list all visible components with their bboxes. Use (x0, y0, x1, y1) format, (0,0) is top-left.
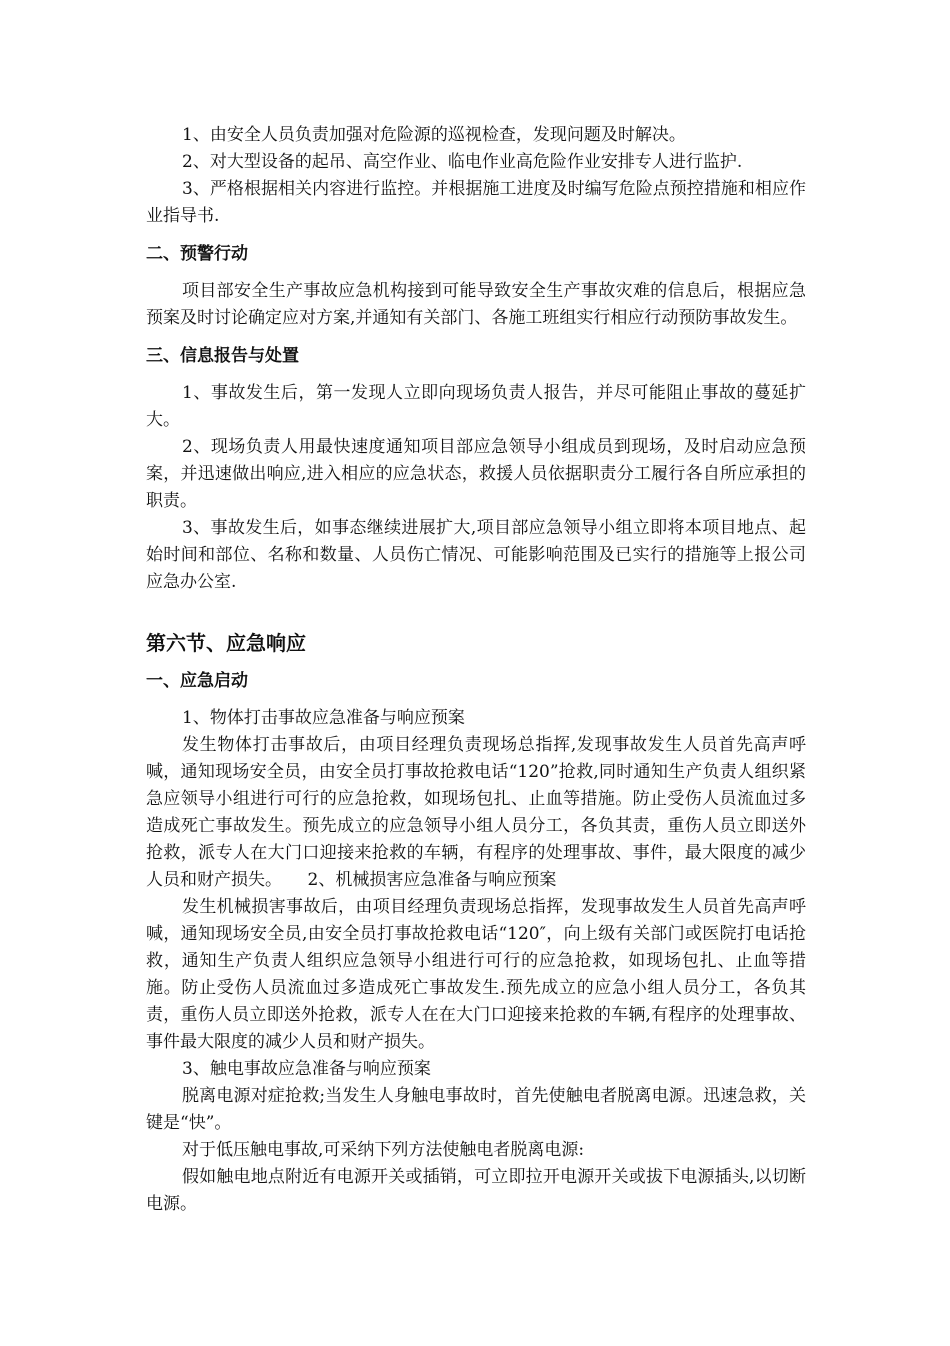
document-body (146, 122, 806, 1218)
paragraph: 发生物体打击事故后，由项目经理负责现场总指挥,发现事故发生人员首先高声呼喊，通知现场安全员，由安全员打事故抢救电话“120”抢救,同时通知生产负责人组织紧急应领导小组进行可行的应急抢救，如现场包扎、止血等措施。防止受伤人员流血过多造成死亡事故发生。预先成立的应急领导小组人员分工，各负其责，重伤人员立即送外抢救，派专人在大门口迎接来抢救的车辆，有程序的处理事故、事件，最大限度的减少人员和财产损失。 2、机械损害应急准备与响应预案 (146, 735, 806, 890)
paragraph: 2、对大型设备的起吊、高空作业、临电作业高危险作业安排专人进行监护. (182, 152, 743, 172)
chapter-title: 第六节、应急响应 (146, 631, 306, 655)
paragraph: 对于低压触电事故,可采纳下列方法使触电者脱离电源: (182, 1140, 585, 1160)
section-heading-warning-action: 二、预警行动 (146, 244, 248, 264)
paragraph: 3、事故发生后，如事态继续进展扩大,项目部应急领导小组立即将本项目地点、起始时间和部位、名称和数量、人员伤亡情况、可能影响范围及已实行的措施等上报公司应急办公室. (146, 518, 806, 592)
section-heading-emergency-start: 一、应急启动 (146, 671, 248, 691)
paragraph: 3、严格根据相关内容进行监控。并根据施工进度及时编写危险点预控措施和相应作业指导书. (146, 179, 806, 226)
section-heading-information-report: 三、信息报告与处置 (146, 346, 299, 366)
paragraph: 3、触电事故应急准备与响应预案 (182, 1059, 431, 1079)
paragraph: 2、现场负责人用最快速度通知项目部应急领导小组成员到现场，及时启动应急预案，并迅速做出响应,进入相应的应急状态，救援人员依据职责分工履行各自所应承担的职责。 (146, 437, 806, 511)
paragraph: 假如触电地点附近有电源开关或插销，可立即拉开电源开关或拔下电源插头,以切断电源。 (146, 1167, 806, 1214)
paragraph: 1、物体打击事故应急准备与响应预案 (182, 708, 465, 728)
paragraph: 1、事故发生后，第一发现人立即向现场负责人报告，并尽可能阻止事故的蔓延扩大。 (146, 383, 806, 430)
paragraph: 1、由安全人员负责加强对危险源的巡视检查，发现问题及时解决。 (182, 125, 686, 145)
paragraph: 项目部安全生产事故应急机构接到可能导致安全生产事故灾难的信息后，根据应急预案及时讨论确定应对方案,并通知有关部门、各施工班组实行相应行动预防事故发生。 (146, 281, 806, 328)
paragraph: 发生机械损害事故后，由项目经理负责现场总指挥，发现事故发生人员首先高声呼喊，通知现场安全员,由安全员打事故抢救电话“120″，向上级有关部门或医院打电话抢救，通知生产负责人组织应急领导小组进行可行的应急抢救，如现场包扎、止血等措施。防止受伤人员流血过多造成死亡事故发生.预先成立的应急小组人员分工，各负其责，重伤人员立即送外抢救，派专人在在大门口迎接来抢救的车辆,有程序的处理事故、事件最大限度的减少人员和财产损失。 (146, 897, 806, 1052)
paragraph: 脱离电源对症抢救;当发生人身触电事故时，首先使触电者脱离电源。迅速急救，关键是“快”。 (146, 1086, 806, 1133)
